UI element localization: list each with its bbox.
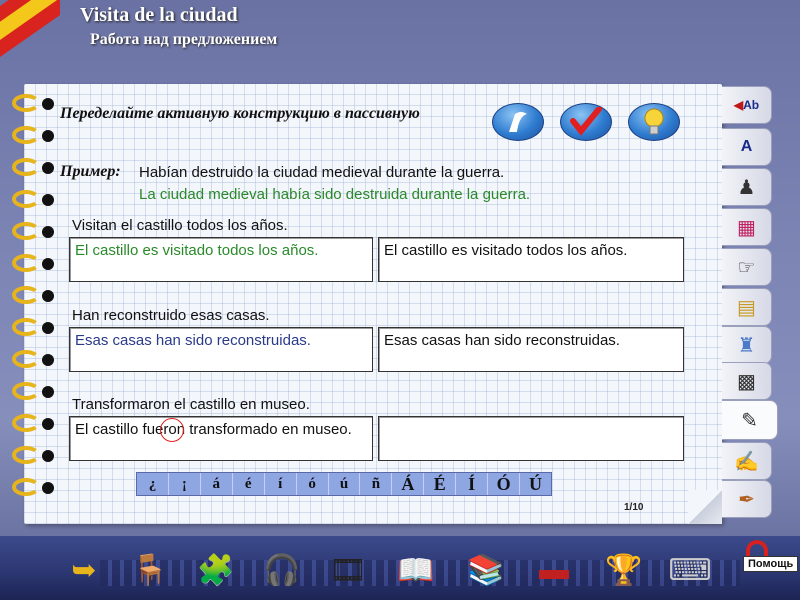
spiral-binding [8,92,58,502]
spiral-ring [8,444,56,466]
spiral-ring [8,412,56,434]
tab-figure[interactable] [722,168,772,206]
arrow-icon: ➥ [71,553,97,587]
restart-button[interactable] [492,103,544,141]
correct-answer-1: El castillo es visitado todos los años. [378,237,684,282]
flag-box-button[interactable] [530,546,578,594]
char-button[interactable]: á [201,473,233,495]
flag-box-icon: ▬ [539,553,569,586]
spiral-ring [8,124,56,146]
puzzle-button[interactable] [192,546,240,594]
char-button[interactable]: É [424,473,456,495]
answer-input-2[interactable]: Esas casas han sido reconstruidas. [69,327,373,372]
char-button[interactable]: Í [456,473,488,495]
tab-crossword[interactable] [722,362,772,400]
spiral-ring [8,316,56,338]
trophy-button[interactable] [600,546,648,594]
next-page-curl[interactable] [688,490,722,524]
correct-answer-3 [378,416,684,461]
books-stack-button[interactable] [462,546,510,594]
spiral-ring [8,188,56,210]
quill-icon: ✒ [738,488,755,511]
char-button[interactable]: ú [329,473,361,495]
tab-hand-paper[interactable] [722,248,772,286]
spiral-ring [8,476,56,498]
books-stack-icon: 📚 [467,553,505,587]
puzzle-icon: 🧩 [197,553,235,587]
film-icon: 🎞 [328,553,368,587]
headphones-button[interactable] [258,546,306,594]
special-characters-bar [136,472,552,496]
error-highlight-circle [160,418,184,442]
char-button[interactable]: ó [297,473,329,495]
app-title: Visita de la ciudad [80,4,238,26]
trophy-icon: 🏆 [605,553,643,587]
tab-bricks[interactable] [722,288,772,326]
crossword-icon: ▩ [737,370,756,393]
help-button[interactable]: Помощь [743,556,798,572]
char-button[interactable]: ¡ [169,473,201,495]
tab-letter-a[interactable] [722,128,772,166]
tab-pen-paper[interactable] [722,442,772,480]
abc-blocks-icon: ▦ [737,216,756,239]
open-book-icon: 📖 [397,553,435,587]
lighthouse-icon: ♜ [737,334,756,357]
pen-paper-icon: ✍ [734,450,759,473]
char-button[interactable]: ñ [360,473,392,495]
keyboard-button[interactable] [666,546,714,594]
spiral-ring [8,92,56,114]
spain-flag-logo [0,0,60,60]
example-label: Пример: [60,163,121,180]
letter-a-icon: A [740,138,753,155]
spiral-ring [8,156,56,178]
char-button[interactable]: é [233,473,265,495]
tab-text-ab[interactable] [722,86,772,124]
hand-paper-icon: ☞ [737,256,756,279]
film-button[interactable] [324,546,372,594]
checkmark-icon [569,107,603,137]
char-button[interactable]: Ú [529,473,543,494]
bricks-icon: ▤ [737,296,756,319]
lightbulb-icon [643,107,665,137]
headphones-icon: 🎧 [263,553,301,587]
tab-writing-sheet[interactable] [722,400,778,440]
answer-input-1[interactable]: El castillo es visitado todos los años. [69,237,373,282]
spiral-ring [8,380,56,402]
spiral-ring [8,220,56,242]
char-button[interactable]: Ó [488,473,520,495]
char-button[interactable]: í [265,473,297,495]
writing-sheet-icon: ✎ [741,409,758,432]
spiral-ring [8,348,56,370]
check-button[interactable] [560,103,612,141]
back-arrow-button[interactable] [60,546,108,594]
exercise-prompt-3: Transformaron el castillo en museo. [72,396,310,413]
tab-quill[interactable] [722,480,772,518]
text-ab-icon: ◀Ab [733,98,760,112]
keyboard-icon: ⌨ [668,553,712,587]
page-curl-icon [505,110,531,134]
page-counter: 1/10 [624,502,644,513]
example-sentence: Habían destruido la ciudad medieval durante la guerra. [139,164,505,181]
spiral-ring [8,252,56,274]
example-answer: La ciudad medieval había sido destruida durante la guerra. [139,186,531,203]
tab-abc-blocks[interactable] [722,208,772,246]
exercise-instruction: Переделайте активную конструкцию в пассивную [60,105,420,122]
section-subtitle: Работа над предложением [90,31,278,48]
open-book-button[interactable] [392,546,440,594]
director-chair-button[interactable] [126,546,174,594]
exercise-prompt-1: Visitan el castillo todos los años. [72,217,288,234]
director-chair-icon: 🪑 [131,553,169,587]
spiral-ring [8,284,56,306]
answer-input-3[interactable]: El castillo fueron transformado en museo. [69,416,373,461]
tab-lighthouse[interactable] [722,326,772,364]
char-button[interactable]: ¿ [137,473,169,495]
hint-button[interactable] [628,103,680,141]
correct-answer-2: Esas casas han sido reconstruidas. [378,327,684,372]
char-button[interactable]: Á [392,473,424,495]
figure-icon: ♟ [737,176,756,199]
exercise-prompt-2: Han reconstruido esas casas. [72,307,270,324]
